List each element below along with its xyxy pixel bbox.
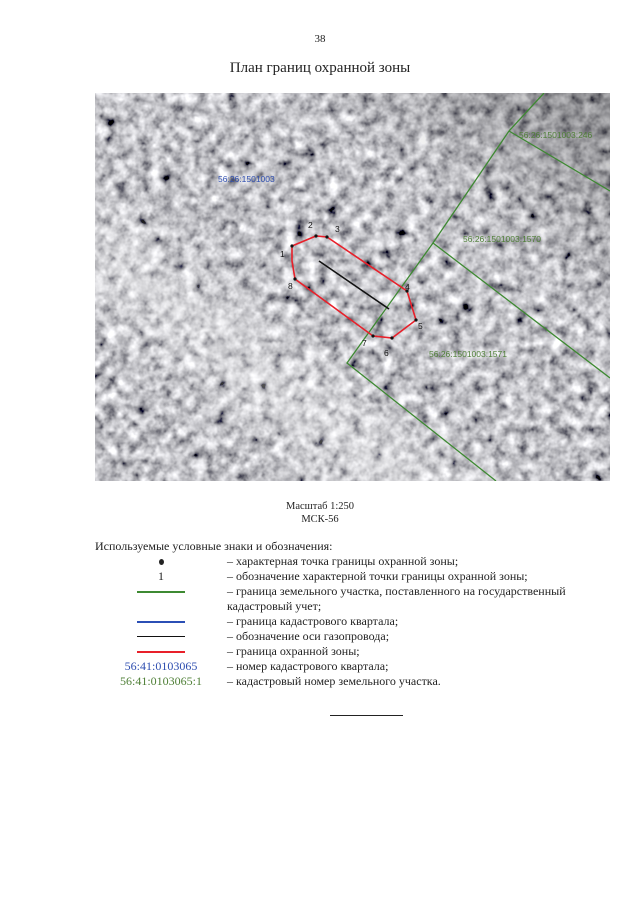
legend-item xyxy=(95,614,615,629)
boundary-point xyxy=(390,336,393,339)
legend-desc: – характерная точка границы охранной зоны; xyxy=(227,554,459,568)
legend-symbol-text: 56:41:0103065:1 xyxy=(119,674,202,688)
legend xyxy=(95,554,615,689)
quarter-number-label: 56:26:1501003 xyxy=(218,174,275,184)
boundary-point xyxy=(371,334,374,337)
footer-divider xyxy=(330,715,403,716)
legend-desc: – обозначение характерной точки границы охранной зоны; xyxy=(227,569,528,583)
legend-desc: – граница охранной зоны; xyxy=(227,644,360,658)
black-line-icon xyxy=(137,636,185,637)
scale-block xyxy=(0,500,640,526)
point-label-3: 3 xyxy=(335,224,340,234)
legend-item xyxy=(95,584,615,614)
blue-line-icon xyxy=(137,621,185,623)
imagery-shading xyxy=(95,93,610,481)
page-title: План границ охранной зоны xyxy=(229,60,411,76)
boundary-point xyxy=(290,244,293,247)
legend-item xyxy=(95,644,615,659)
red-line-icon xyxy=(137,651,185,653)
coordinate-system-label: МСК-56 xyxy=(301,514,339,525)
boundary-point xyxy=(325,235,328,238)
legend-item xyxy=(95,659,615,674)
parcel-number-label-246: 56:26:1501003:246 xyxy=(519,130,593,140)
legend-symbol-text: 1 xyxy=(158,569,164,583)
parcel-number-label-1570: 56:26:1501003:1570 xyxy=(463,234,541,244)
legend-heading: Используемые условные знаки и обозначения: xyxy=(95,539,333,553)
point-label-1: 1 xyxy=(280,249,285,259)
dot-icon xyxy=(159,559,164,565)
legend-desc: – обозначение оси газопровода; xyxy=(227,629,390,643)
boundary-map xyxy=(95,93,610,481)
point-label-2: 2 xyxy=(308,220,313,230)
point-label-7: 7 xyxy=(362,338,367,348)
legend-symbol-text: 56:41:0103065 xyxy=(124,659,198,673)
boundary-point xyxy=(293,277,296,280)
legend-desc: – граница земельного участка, поставленного на государственный кадастровый учет; xyxy=(227,584,566,613)
legend-item xyxy=(95,674,615,689)
boundary-point xyxy=(314,234,317,237)
point-label-4: 4 xyxy=(405,282,410,292)
parcel-number-label-1571: 56:26:1501003:1571 xyxy=(429,349,507,359)
green-line-icon xyxy=(137,591,185,593)
legend-item xyxy=(95,629,615,644)
legend-desc: – номер кадастрового квартала; xyxy=(227,659,389,673)
point-label-8: 8 xyxy=(288,281,293,291)
legend-desc: – граница кадастрового квартала; xyxy=(227,614,399,628)
legend-item xyxy=(95,554,615,569)
legend-desc: – кадастровый номер земельного участка. xyxy=(227,674,441,688)
point-label-6: 6 xyxy=(384,348,389,358)
scale-label: Масштаб 1:250 xyxy=(285,501,354,512)
legend-item xyxy=(95,569,615,584)
point-label-5: 5 xyxy=(418,321,423,331)
page-number: 38 xyxy=(314,33,326,45)
